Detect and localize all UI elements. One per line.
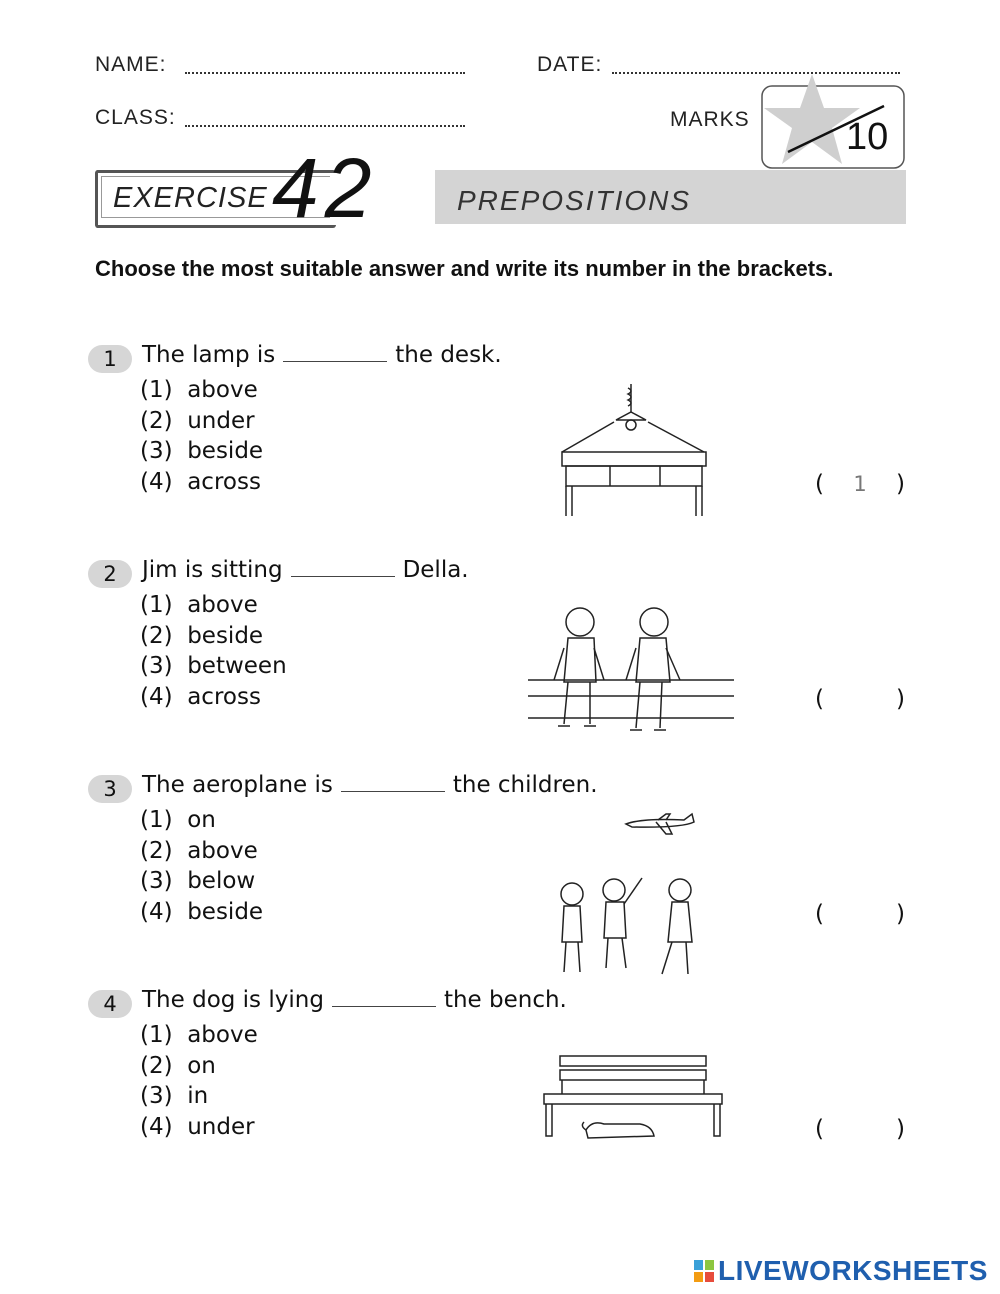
answer-blank — [341, 790, 445, 792]
answer-input-1[interactable] — [838, 471, 882, 497]
question-text-after: the bench. — [443, 987, 567, 1013]
option-1: (1) on — [140, 807, 216, 833]
option-2: (2) above — [140, 837, 258, 864]
option-3: (3) between — [140, 653, 287, 680]
question-number: 3 — [88, 775, 132, 803]
exercise-word: EXERCISE — [113, 182, 268, 214]
question-number: 1 — [88, 345, 132, 373]
topic-title: PREPOSITIONS — [457, 185, 692, 216]
option-4: (4) beside — [140, 899, 264, 926]
marks-label: MARKS — [670, 108, 750, 131]
question-text-before: Jim is sitting — [142, 557, 283, 583]
instructions: Choose the most suitable answer and write its number in the brackets. — [95, 256, 834, 281]
marks-total: 10 — [846, 116, 889, 158]
liveworksheets-brand[interactable]: LIVEWORKSHEETS — [718, 1255, 988, 1286]
option-4: (4) across — [140, 684, 261, 711]
question-text-after: Della. — [402, 557, 469, 583]
class-label: CLASS: — [95, 106, 176, 129]
option-2: (2) beside — [140, 622, 264, 649]
option-4: (4) under — [140, 1114, 255, 1141]
option-1: (1) above — [140, 1022, 258, 1048]
answer-brackets-3: ( ) — [815, 901, 905, 927]
answer-brackets-1: ( 1 ) — [815, 471, 905, 497]
option-3: (3) in — [140, 1083, 209, 1110]
bench-dog-illustration — [540, 1052, 725, 1144]
option-2: (2) on — [140, 1052, 216, 1079]
question-text-before: The aeroplane is — [142, 772, 333, 798]
question-text-after: the children. — [452, 772, 598, 798]
answer-brackets-2: ( ) — [815, 686, 905, 712]
question-number: 4 — [88, 990, 132, 1018]
name-field[interactable] — [185, 72, 465, 74]
desk-lamp-illustration — [558, 380, 718, 520]
children-looking-up-illustration — [552, 872, 712, 982]
answer-blank — [283, 360, 387, 362]
question-text-before: The dog is lying — [142, 987, 324, 1013]
question-text-after: the desk. — [395, 342, 502, 368]
option-4: (4) across — [140, 469, 261, 496]
option-2: (2) under — [140, 407, 255, 434]
children-sitting-illustration — [528, 600, 738, 745]
answer-blank — [332, 1005, 436, 1007]
date-label: DATE: — [537, 53, 603, 76]
option-3: (3) below — [140, 868, 256, 895]
answer-input-2[interactable] — [838, 686, 882, 712]
answer-input-4[interactable] — [838, 1116, 882, 1142]
question-number: 2 — [88, 560, 132, 588]
class-field[interactable] — [185, 125, 465, 127]
aeroplane-icon — [622, 808, 702, 838]
exercise-number: 42 — [272, 141, 378, 235]
option-1: (1) above — [140, 377, 258, 403]
answer-blank — [291, 575, 395, 577]
liveworksheets-logo-icon — [694, 1260, 716, 1284]
question-text-before: The lamp is — [142, 342, 276, 368]
option-3: (3) beside — [140, 438, 264, 465]
answer-input-3[interactable] — [838, 901, 882, 927]
name-label: NAME: — [95, 53, 167, 76]
answer-brackets-4: ( ) — [815, 1116, 905, 1142]
option-1: (1) above — [140, 592, 258, 618]
